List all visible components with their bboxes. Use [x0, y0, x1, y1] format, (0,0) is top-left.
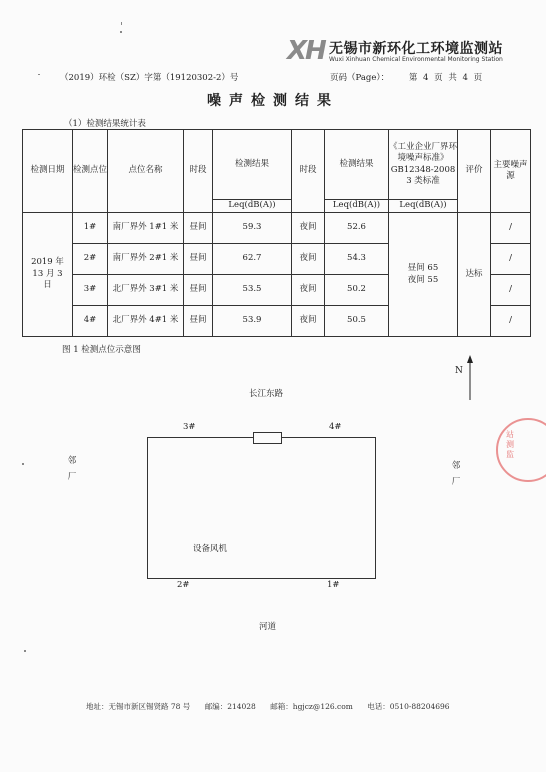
- header-date: 检测日期: [23, 130, 73, 213]
- cell-noise-source: /: [491, 213, 531, 244]
- header-result-day: 检测结果: [213, 130, 292, 200]
- table-header-row: [23, 130, 531, 200]
- org-logo: [287, 36, 517, 70]
- cell-point-name: 南厂界外 1#1 米: [108, 213, 184, 244]
- document-number: （2019）环检（SZ）字第（19120302-2）号: [60, 73, 239, 83]
- cell-result-day: 53.9: [213, 306, 292, 337]
- scan-speck: [121, 22, 122, 25]
- cell-result-night: 50.2: [325, 275, 389, 306]
- cell-point: 1#: [73, 213, 108, 244]
- unit-night: Leq(dB(A)): [325, 200, 389, 213]
- monitoring-point-1: 1#: [327, 580, 340, 590]
- header-noise-source: 主要噪声源: [491, 130, 531, 213]
- fan-unit: [253, 432, 282, 444]
- page-label: 页码（Page）：: [330, 73, 390, 83]
- figure-caption: 图 1 检测点位示意图: [62, 345, 141, 355]
- header-period-night: 时段: [292, 130, 325, 213]
- noise-results-table: [22, 129, 531, 337]
- footer-postcode: 邮编：214028: [204, 702, 256, 711]
- river-label-south: 河道: [259, 622, 277, 632]
- factory-boundary: [147, 437, 376, 579]
- header-result-night: 检测结果: [325, 130, 389, 200]
- unit-day: Leq(dB(A)): [213, 200, 292, 213]
- cell-result-night: 52.6: [325, 213, 389, 244]
- header-standard: 《工业企业厂界环境噪声标准》GB12348-2008 3 类标准: [389, 130, 458, 200]
- cell-date: 2019 年 13 月 3 日: [23, 213, 73, 337]
- cell-period-day: 昼间: [184, 275, 213, 306]
- cell-point-name: 北厂界外 3#1 米: [108, 275, 184, 306]
- scan-speck: [120, 31, 122, 33]
- cell-noise-source: /: [491, 275, 531, 306]
- org-name-cn: 无锡市新环化工环境监测站: [329, 41, 503, 57]
- monitoring-point-4: 4#: [329, 422, 342, 432]
- neighbor-factory-east: 邻厂: [451, 461, 461, 487]
- cell-period-night: 夜间: [292, 306, 325, 337]
- footer-address: 地址：无锡市新区锡贤路 78 号: [86, 702, 191, 711]
- cell-point: 4#: [73, 306, 108, 337]
- cell-period-night: 夜间: [292, 275, 325, 306]
- table-row: [23, 213, 531, 244]
- cell-standard-value: [389, 213, 458, 337]
- scan-speck: [38, 74, 40, 75]
- cell-result-day: 62.7: [213, 244, 292, 275]
- cell-noise-source: /: [491, 306, 531, 337]
- header-point: 检测点位: [73, 130, 108, 213]
- cell-point: 2#: [73, 244, 108, 275]
- page-indicator: [330, 71, 482, 83]
- north-arrow-icon: [466, 355, 474, 401]
- footer-email: 邮箱：hgjcz@126.com: [270, 702, 353, 711]
- monitoring-point-3: 3#: [183, 422, 196, 432]
- cell-noise-source: /: [491, 244, 531, 275]
- standard-night: 夜间 55: [407, 274, 439, 285]
- org-name-en: Wuxi Xinhuan Chemical Environmental Monitoring Station: [329, 56, 503, 63]
- header-evaluation: 评价: [458, 130, 491, 213]
- neighbor-factory-west: 邻厂: [67, 456, 77, 482]
- cell-result-night: 54.3: [325, 244, 389, 275]
- table-caption: （1）检测结果统计表: [64, 119, 146, 129]
- scan-speck: [24, 650, 26, 652]
- cell-period-night: 夜间: [292, 213, 325, 244]
- page-title: 噪声检测结果: [207, 93, 339, 109]
- cell-evaluation: 达标: [458, 213, 491, 337]
- page-info: 第 4 页 共 4 页: [408, 73, 483, 83]
- cell-result-day: 53.5: [213, 275, 292, 306]
- logo-mark: XH: [287, 36, 325, 66]
- official-seal: [496, 418, 546, 482]
- cell-period-day: 昼间: [184, 244, 213, 275]
- standard-day: 昼间 65: [407, 263, 439, 274]
- seal-text: 站测监: [506, 430, 514, 459]
- header-point-name: 点位名称: [108, 130, 184, 213]
- cell-period-night: 夜间: [292, 244, 325, 275]
- cell-result-night: 50.5: [325, 306, 389, 337]
- cell-period-day: 昼间: [184, 306, 213, 337]
- monitoring-point-2: 2#: [177, 580, 190, 590]
- header-period-day: 时段: [184, 130, 213, 213]
- cell-period-day: 昼间: [184, 213, 213, 244]
- cell-point-name: 北厂界外 4#1 米: [108, 306, 184, 337]
- cell-result-day: 59.3: [213, 213, 292, 244]
- road-label-north: 长江东路: [249, 389, 284, 399]
- unit-standard: Leq(dB(A)): [389, 200, 458, 213]
- cell-point-name: 南厂界外 2#1 米: [108, 244, 184, 275]
- footer-phone: 电话：0510-88204696: [367, 702, 450, 711]
- cell-point: 3#: [73, 275, 108, 306]
- equipment-label: 设备风机: [193, 544, 228, 554]
- north-label: N: [455, 366, 463, 376]
- scan-speck: [22, 463, 24, 465]
- page-footer: [86, 701, 462, 712]
